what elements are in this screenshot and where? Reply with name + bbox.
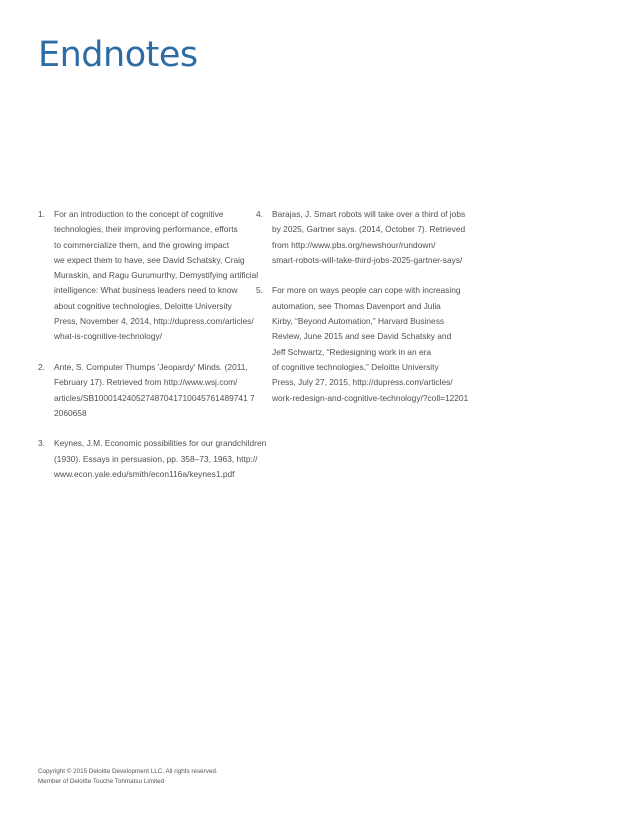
endnote-text-line: by 2025, Gartner says. (2014, October 7). Retrieved [272,224,466,235]
endnote-1 [38,207,259,345]
endnote-link-line[interactable]: 2060658 [54,407,87,418]
endnote-2 [38,360,255,421]
endnotes-right-column [256,207,478,421]
endnote-number: 2. [38,361,45,372]
endnote-5 [256,283,478,405]
endnote-text-line: Review, June 2015 and see David Schatsky and [272,331,452,342]
endnote-link-line[interactable]: work-redesign-and-cognitive-technology/?coll=12201 [272,392,469,403]
endnote-text-line: Ante, S. Computer Thumps 'Jeopardy' Minds. (2011, [54,361,248,372]
endnote-text-line: (1930). Essays in persuasion, pp. 358–73, 1963, http:// [54,453,258,464]
endnote-link-line[interactable]: smart-robots-will-take-third-jobs-2025-gartner-says/ [272,254,463,265]
endnote-number: 1. [38,209,45,219]
endnote-link-line[interactable]: www.econ.yale.edu/smith/econ116a/keynes1.pdf [54,469,235,480]
endnote-text-line: Keynes, J.M. Economic possibilities for our grandchildren [54,438,267,449]
endnote-link-line[interactable]: what-is-cognitive-technology/ [54,331,162,342]
endnote-text-line: Barajas, J. Smart robots will take over a third of jobs [272,209,466,219]
page-title: Endnotes [38,35,198,75]
endnote-text-line: of cognitive technologies,” Deloitte University [272,361,439,372]
endnote-number: 4. [256,209,263,219]
page-footer [38,767,218,788]
endnote-text-line: Jeff Schwartz, “Redesigning work in an era [272,346,432,357]
endnote-number: 5. [256,285,263,296]
endnote-text-line: For an introduction to the concept of cognitive [54,209,224,219]
endnote-3 [38,436,267,482]
endnote-text-line: we expect them to have, see David Schatsky, Craig [54,254,245,265]
endnote-text-line: automation, see Thomas Davenport and Julia [272,300,441,311]
endnote-link-line[interactable]: from http://www.pbs.org/newshour/rundown/ [272,239,436,250]
endnote-number: 3. [38,438,45,449]
endnote-link-line[interactable]: February 17). Retrieved from http://www.wsj.com/ [54,377,238,388]
member-notice: Member of Deloitte Touche Tohmatsu Limited [38,778,165,786]
endnote-link-line[interactable]: Press, July 27, 2015, http://dupress.com/articles/ [272,377,453,388]
endnotes-left-column [38,207,267,498]
endnote-link-line[interactable]: Press, November 4, 2014, http://dupress.com/articles/ [54,316,254,327]
endnote-text-line: about cognitive technologies, Deloitte University [54,300,232,311]
endnote-text-line: Kirby, “Beyond Automation,” Harvard Business [272,316,445,327]
copyright-notice: Copyright © 2015 Deloitte Development LLC. All rights reserved. [38,768,218,775]
endnote-text-line: to commercialize them, and the growing impact [54,239,230,250]
endnote-text-line: technologies, their improving performance, efforts [54,224,238,235]
endnote-4 [256,207,478,268]
endnote-text-line: For more on ways people can cope with increasing [272,285,461,296]
endnote-text-line: intelligence: What business leaders need to know [54,285,238,296]
endnote-link-line[interactable]: articles/SB100014240527487041710045761489741 7 [54,392,255,403]
endnote-text-line: Muraskin, and Ragu Gurumurthy, Demystifying artificial [54,270,259,281]
